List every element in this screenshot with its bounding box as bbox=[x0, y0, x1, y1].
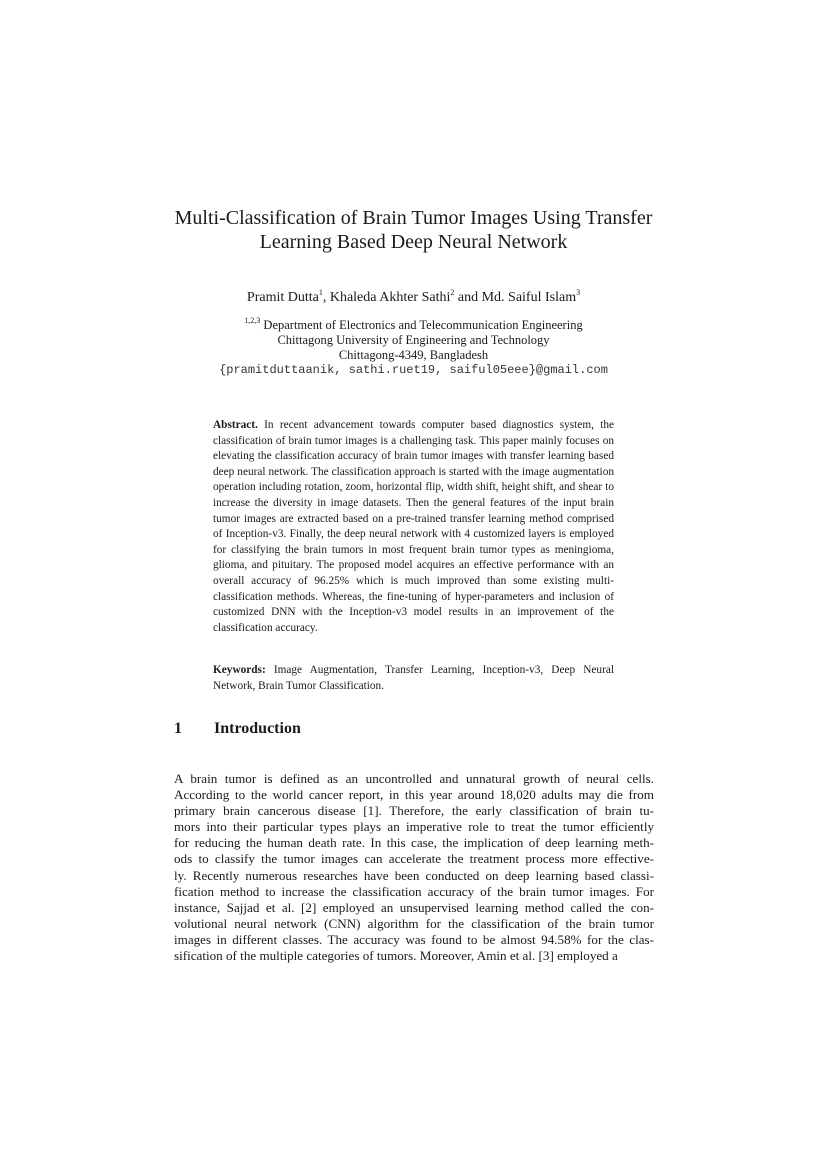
title-line: Multi-Classification of Brain Tumor Images Using Transfer bbox=[174, 207, 653, 229]
affiliation-university: Chittagong University of Engineering and Technology bbox=[277, 333, 550, 347]
intro-line: images in different classes. The accuracy was found to be almost 94.58% for the clas- bbox=[174, 931, 654, 947]
intro-line: mors into their particular types plays an imperative role to treat the tumor efficiently bbox=[174, 819, 654, 835]
affiliation-block bbox=[0, 318, 827, 378]
author-separator: , bbox=[322, 290, 330, 305]
title-line: Learning Based Deep Neural Network bbox=[259, 231, 568, 253]
intro-line: sification of the multiple categories of tumors. Moreover, Amin et al. [3] employed a bbox=[174, 948, 618, 964]
author-affil-sup: 3 bbox=[576, 288, 581, 297]
keywords bbox=[213, 663, 614, 694]
author-name: Pramit Dutta bbox=[246, 290, 319, 305]
author-separator: and bbox=[454, 290, 482, 305]
author-name: Md. Saiful Islam bbox=[481, 290, 577, 305]
intro-line: fication method to increase the classification accuracy of the brain tumor images. For bbox=[174, 883, 654, 899]
affiliation-department: Department of Electronics and Telecommunication Engineering bbox=[263, 318, 583, 332]
section-title: Introduction bbox=[214, 720, 301, 737]
author-affil-sup: 1 bbox=[318, 288, 323, 297]
intro-line: According to the world cancer report, in this year around 18,020 adults may die from bbox=[174, 787, 654, 803]
affiliation-sup: 1,2,3 bbox=[244, 316, 261, 325]
introduction-body bbox=[174, 771, 654, 964]
intro-line: A brain tumor is defined as an uncontrolled and unnatural growth of neural cells. bbox=[174, 771, 654, 786]
affiliation-line bbox=[0, 318, 827, 333]
author-emails: {pramitduttaanik, sathi.ruet19, saiful05eee}@gmail.com bbox=[219, 363, 608, 377]
author-list bbox=[0, 290, 827, 306]
author-affil-sup: 2 bbox=[450, 288, 455, 297]
abstract-text: In recent advancement towards computer based diagnostics system, the classification of brain tumor images is a challenging task. This paper mainly focuses on elevating the classification accuracy of brain tumor images with transfer learning based deep neural network. The classification approach is started with the image augmentation operation including rotation, zoom, horizontal flip, width shift, height shift, and shear to increase the diversity in image datasets. Then the general features of the input brain tumor images are extracted based on a pre-trained transfer learning method comprised of Inception-v3. Finally, the deep neural network with 4 customized layers is employed for classifying the brain tumors in most frequent brain tumor types as meningioma, glioma, and pituitary. The proposed model acquires an effective performance with an overall accuracy of 96.25% which is much improved than some existing multi-classification methods. Whereas, the fine-tuning of hyper-parameters and inclusion of customized DNN with the Inception-v3 model results in an improvement of the classification accuracy. bbox=[213, 419, 615, 634]
abstract bbox=[213, 418, 614, 636]
intro-line: ly. Recently numerous researches have been conducted on deep learning based classi- bbox=[174, 867, 654, 883]
abstract-label: Abstract. bbox=[213, 419, 258, 431]
intro-line: for reducing the human death rate. In this case, the implication of deep learning meth- bbox=[174, 835, 654, 851]
paper-title bbox=[0, 206, 827, 254]
intro-line: instance, Sajjad et al. [2] employed an unsupervised learning method called the con- bbox=[174, 899, 654, 915]
section-heading bbox=[174, 719, 654, 739]
affiliation-address: Chittagong-4349, Bangladesh bbox=[338, 348, 489, 362]
keywords-text: Image Augmentation, Transfer Learning, Inception-v3, Deep Neural Network, Brain Tumor Classification. bbox=[213, 664, 614, 692]
keywords-label: Keywords: bbox=[213, 664, 266, 676]
author-name: Khaleda Akhter Sathi bbox=[329, 290, 451, 305]
intro-line: ods to classify the tumor images can accelerate the treatment process more effective- bbox=[174, 851, 654, 867]
section-number: 1 bbox=[174, 720, 182, 737]
intro-line: volutional neural network (CNN) algorithm for the classification of the brain tumor bbox=[174, 915, 654, 931]
intro-line: primary brain cancerous disease [1]. Therefore, the early classification of brain tu- bbox=[174, 803, 654, 819]
